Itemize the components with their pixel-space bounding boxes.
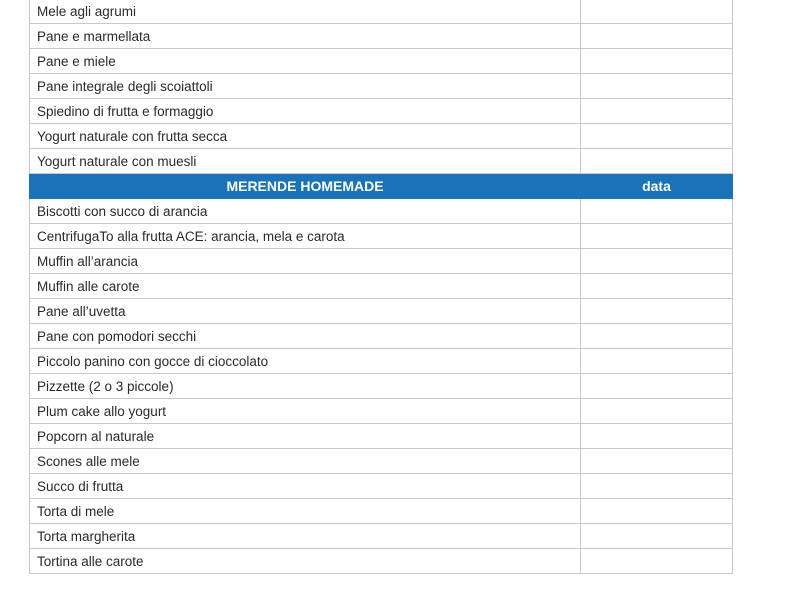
snack-name-cell: Popcorn al naturale: [30, 424, 581, 449]
table-row: [30, 24, 733, 49]
snack-name-cell: Pane e marmellata: [30, 24, 581, 49]
date-cell[interactable]: [581, 124, 733, 149]
date-cell[interactable]: [581, 449, 733, 474]
section-header-row: [30, 174, 733, 199]
date-cell[interactable]: [581, 99, 733, 124]
snack-name-cell: Spiedino di frutta e formaggio: [30, 99, 581, 124]
date-cell[interactable]: [581, 399, 733, 424]
date-cell[interactable]: [581, 474, 733, 499]
date-cell[interactable]: [581, 224, 733, 249]
table-row: [30, 474, 733, 499]
table-row: [30, 124, 733, 149]
snack-name-cell: Torta di mele: [30, 499, 581, 524]
table-row: [30, 299, 733, 324]
snack-name-cell: Pane all’uvetta: [30, 299, 581, 324]
date-cell[interactable]: [581, 49, 733, 74]
date-cell[interactable]: [581, 349, 733, 374]
table-row: [30, 49, 733, 74]
table-row: [30, 99, 733, 124]
date-cell[interactable]: [581, 199, 733, 224]
section-title: MERENDE HOMEMADE: [30, 174, 581, 199]
table-row: [30, 249, 733, 274]
snack-name-cell: Muffin alle carote: [30, 274, 581, 299]
table-row: [30, 149, 733, 174]
table-row: [30, 449, 733, 474]
snack-name-cell: Pizzette (2 o 3 piccole): [30, 374, 581, 399]
table-row: [30, 199, 733, 224]
date-cell[interactable]: [581, 24, 733, 49]
table-row: [30, 74, 733, 99]
date-cell[interactable]: [581, 0, 733, 24]
snack-table-body: [30, 0, 733, 574]
snack-name-cell: Plum cake allo yogurt: [30, 399, 581, 424]
snack-name-cell: Yogurt naturale con muesli: [30, 149, 581, 174]
date-column-header: data: [581, 174, 733, 199]
date-cell[interactable]: [581, 74, 733, 99]
table-row: [30, 424, 733, 449]
date-cell[interactable]: [581, 549, 733, 574]
snack-name-cell: CentrifugaTo alla frutta ACE: arancia, mela e carota: [30, 224, 581, 249]
table-row: [30, 324, 733, 349]
date-cell[interactable]: [581, 424, 733, 449]
date-cell[interactable]: [581, 524, 733, 549]
table-row: [30, 0, 733, 24]
snack-name-cell: Yogurt naturale con frutta secca: [30, 124, 581, 149]
snack-name-cell: Mele agli agrumi: [30, 0, 581, 24]
date-cell[interactable]: [581, 249, 733, 274]
snack-name-cell: Tortina alle carote: [30, 549, 581, 574]
snack-name-cell: Pane integrale degli scoiattoli: [30, 74, 581, 99]
date-cell[interactable]: [581, 499, 733, 524]
date-cell[interactable]: [581, 299, 733, 324]
table-row: [30, 349, 733, 374]
table-row: [30, 499, 733, 524]
date-cell[interactable]: [581, 149, 733, 174]
table-row: [30, 374, 733, 399]
table-row: [30, 549, 733, 574]
snack-name-cell: Scones alle mele: [30, 449, 581, 474]
snack-name-cell: Pane con pomodori secchi: [30, 324, 581, 349]
snack-name-cell: Pane e miele: [30, 49, 581, 74]
snack-name-cell: Piccolo panino con gocce di cioccolato: [30, 349, 581, 374]
table-row: [30, 274, 733, 299]
snack-name-cell: Biscotti con succo di arancia: [30, 199, 581, 224]
table-row: [30, 524, 733, 549]
snack-name-cell: Torta margherita: [30, 524, 581, 549]
table-row: [30, 224, 733, 249]
date-cell[interactable]: [581, 274, 733, 299]
snack-table: [29, 0, 733, 574]
date-cell[interactable]: [581, 324, 733, 349]
snack-name-cell: Succo di frutta: [30, 474, 581, 499]
snack-name-cell: Muffin all’arancia: [30, 249, 581, 274]
date-cell[interactable]: [581, 374, 733, 399]
table-row: [30, 399, 733, 424]
